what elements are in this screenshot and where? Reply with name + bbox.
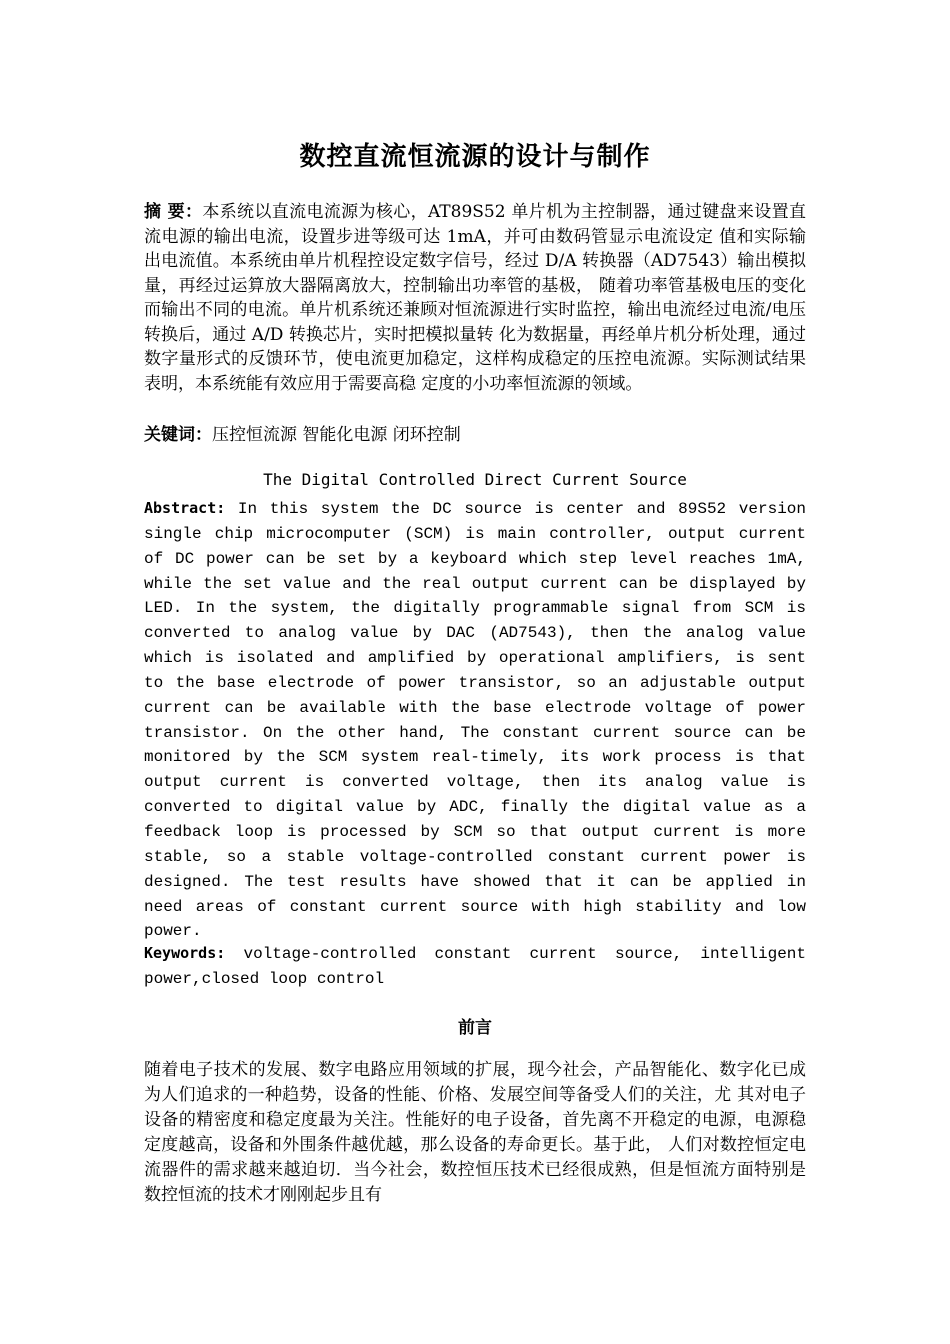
chinese-abstract-text: 本系统以直流电流源为核心，AT89S52 单片机为主控制器，通过键盘来设置直流电源的输出电流，设置步进等级可达 1mA，并可由数码管显示电流设定 值和实际输出电流值。本系统由单片机程控设定数字信号，经过 D/A 转换器（AD7543）输出模拟量，再经过运算放大器隔离放大，控制输出功率管的基极， 随着功率管基极电压的变化而输出不同的电流。单片机系统还兼顾对恒流源进行实时监控，输出电流经过电流/电压转换后，通过 A/D 转换芯片，实时把模拟量转 化为数据量，再经单片机分析处理，通过数字量形式的反馈环节，使电流更加稳定，这样构成稳定的压控电流源。实际测试结果表明，本系统能有效应用于需要高稳 定度的小功率恒流源的领域。 (144, 202, 806, 394)
english-keywords-text: voltage-controlled constant current source, intelligent power,closed loop control (144, 945, 806, 988)
chinese-keywords-label: 关键词： (144, 425, 212, 445)
chinese-abstract (144, 200, 806, 396)
english-abstract-label: Abstract: (144, 499, 226, 517)
english-keywords-label: Keywords: (144, 944, 226, 962)
english-abstract (144, 496, 806, 944)
preface-paragraph: 随着电子技术的发展、数字电路应用领域的扩展，现今社会，产品智能化、数字化已成为人们追求的一种趋势，设备的性能、价格、发展空间等备受人们的关注，尤 其对电子设备的精密度和稳定度最为关注。性能好的电子设备，首先离不开稳定的电源，电源稳定度越高，设备和外围条件越优越，那么设备的寿命更长。基于此， 人们对数控恒定电流器件的需求越来越迫切．当今社会，数控恒压技术已经很成熟，但是恒流方面特别是数控恒流的技术才刚刚起步且有 (144, 1060, 806, 1205)
chinese-keywords (144, 423, 806, 447)
chinese-keywords-text: 压控恒流源 智能化电源 闭环控制 (212, 425, 461, 445)
chinese-abstract-label: 摘 要： (144, 202, 203, 222)
paper-title: 数控直流恒流源的设计与制作 (299, 142, 651, 172)
english-abstract-text: In this system the DC source is center and 89S52 version single chip microcomputer (SCM) is main controller, output current of DC power can be set by a keyboard which step level reaches 1mA, while the set value and the real output current can be displayed by LED. In the system, the digitally programmable signal from SCM is converted to analog value by DAC (AD7543), then the analog value which is isolated and amplified by operational amplifiers, is sent to the base electrode of power transistor, so an adjustable output current can be available with the base electrode voltage of power transistor. On the other hand, The constant current source can be monitored by the SCM system real-timely, its work process is that output current is converted voltage, then its analog value is converted to digital value by ADC, finally the digital value as a feedback loop is processed by SCM so that output current is more stable, so a stable voltage-controlled constant current power is designed. The test results have showed that it can be applied in need areas of constant current source with high stability and low power. (144, 500, 806, 941)
english-keywords (144, 941, 806, 992)
section-heading-preface: 前言 (458, 1018, 492, 1038)
english-title: The Digital Controlled Direct Current Source (263, 470, 687, 489)
